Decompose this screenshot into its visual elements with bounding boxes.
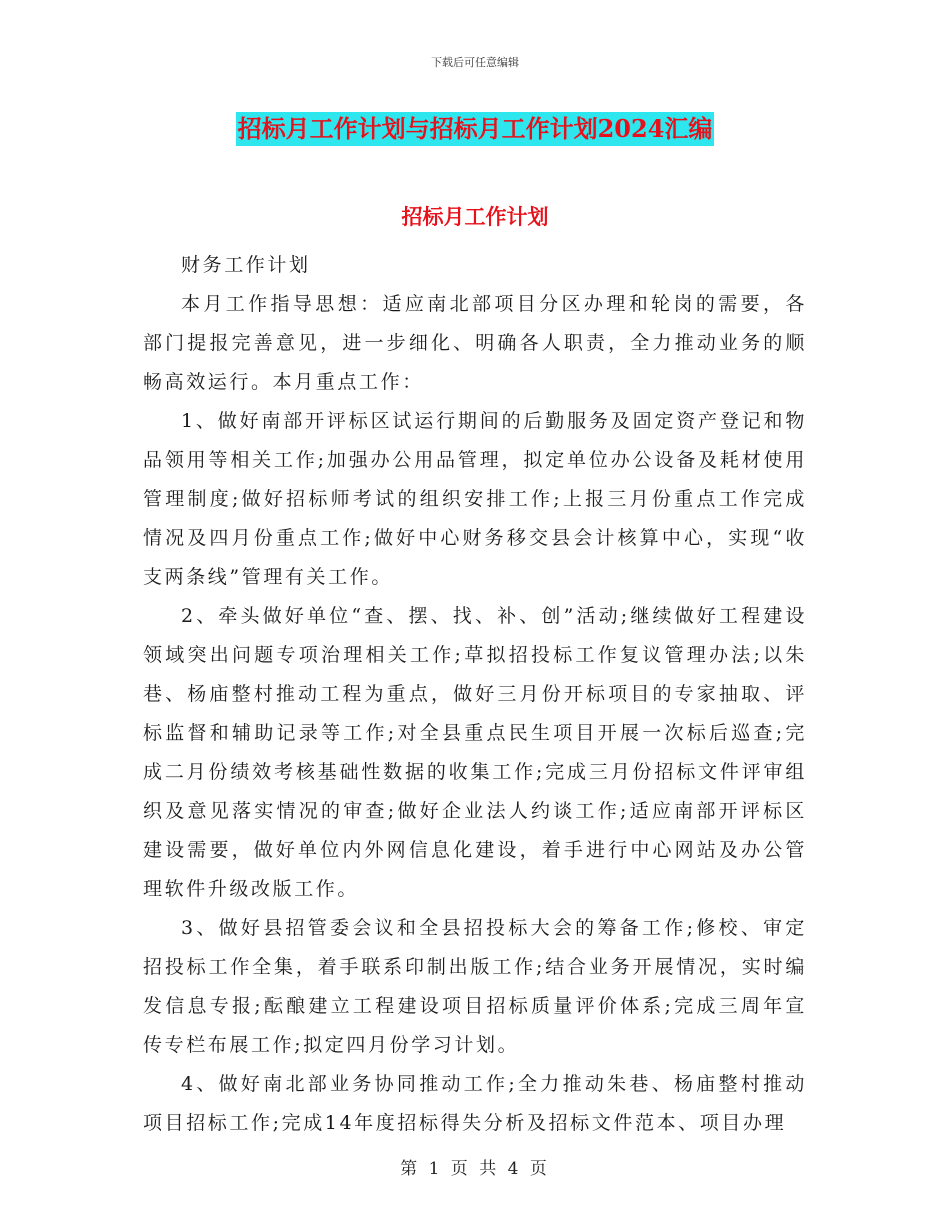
- paragraph: 2、牵头做好单位“查、摆、找、补、创”活动;继续做好工程建设领域突出问题专项治理相关工作;草拟招投标工作复议管理办法;以朱巷、杨庙整村推动工程为重点，做好三月份开标项目的专家抽取、评标监督和辅助记录等工作;对全县重点民生项目开展一次标后巡查;完成二月份绩效考核基础性数据的收集工作;完成三月份招标文件评审组织及意见落实情况的审查;做好企业法人约谈工作;适应南部开评标区建设需要，做好单位内外网信息化建设，着手进行中心网站及办公管理软件升级改版工作。: [143, 605, 807, 900]
- body-content: [143, 246, 807, 1143]
- page-number-footer: 第 1 页 共 4 页: [400, 1159, 550, 1179]
- paragraph: 3、做好县招管委会议和全县招投标大会的筹备工作;修校、审定招投标工作全集，着手联系印制出版工作;结合业务开展情况，实时编发信息专报;酝酿建立工程建设项目招标质量评价体系;完成三周年宣传专栏布展工作;拟定四月份学习计划。: [143, 917, 807, 1056]
- paragraph: 本月工作指导思想：适应南北部项目分区办理和轮岗的需要，各部门提报完善意见，进一步细化、明确各人职责，全力推动业务的顺畅高效运行。本月重点工作：: [143, 293, 807, 393]
- main-title-container: [0, 112, 950, 146]
- paragraph: 4、做好南北部业务协同推动工作;全力推动朱巷、杨庙整村推动项目招标工作;完成14年度招标得失分析及招标文件范本、项目办理: [143, 1073, 807, 1134]
- main-title: 招标月工作计划与招标月工作计划2024汇编: [236, 112, 715, 146]
- section-title: 招标月工作计划: [401, 204, 549, 229]
- header-note: 下载后可任意编辑: [431, 56, 519, 69]
- paragraph: 1、做好南部开评标区试运行期间的后勤服务及固定资产登记和物品领用等相关工作;加强办公用品管理，拟定单位办公设备及耗材使用管理制度;做好招标师考试的组织安排工作;上报三月份重点工作完成情况及四月份重点工作;做好中心财务移交县会计核算中心，实现“收支两条线”管理有关工作。: [143, 410, 807, 588]
- paragraph-heading: 财务工作计划: [181, 254, 311, 276]
